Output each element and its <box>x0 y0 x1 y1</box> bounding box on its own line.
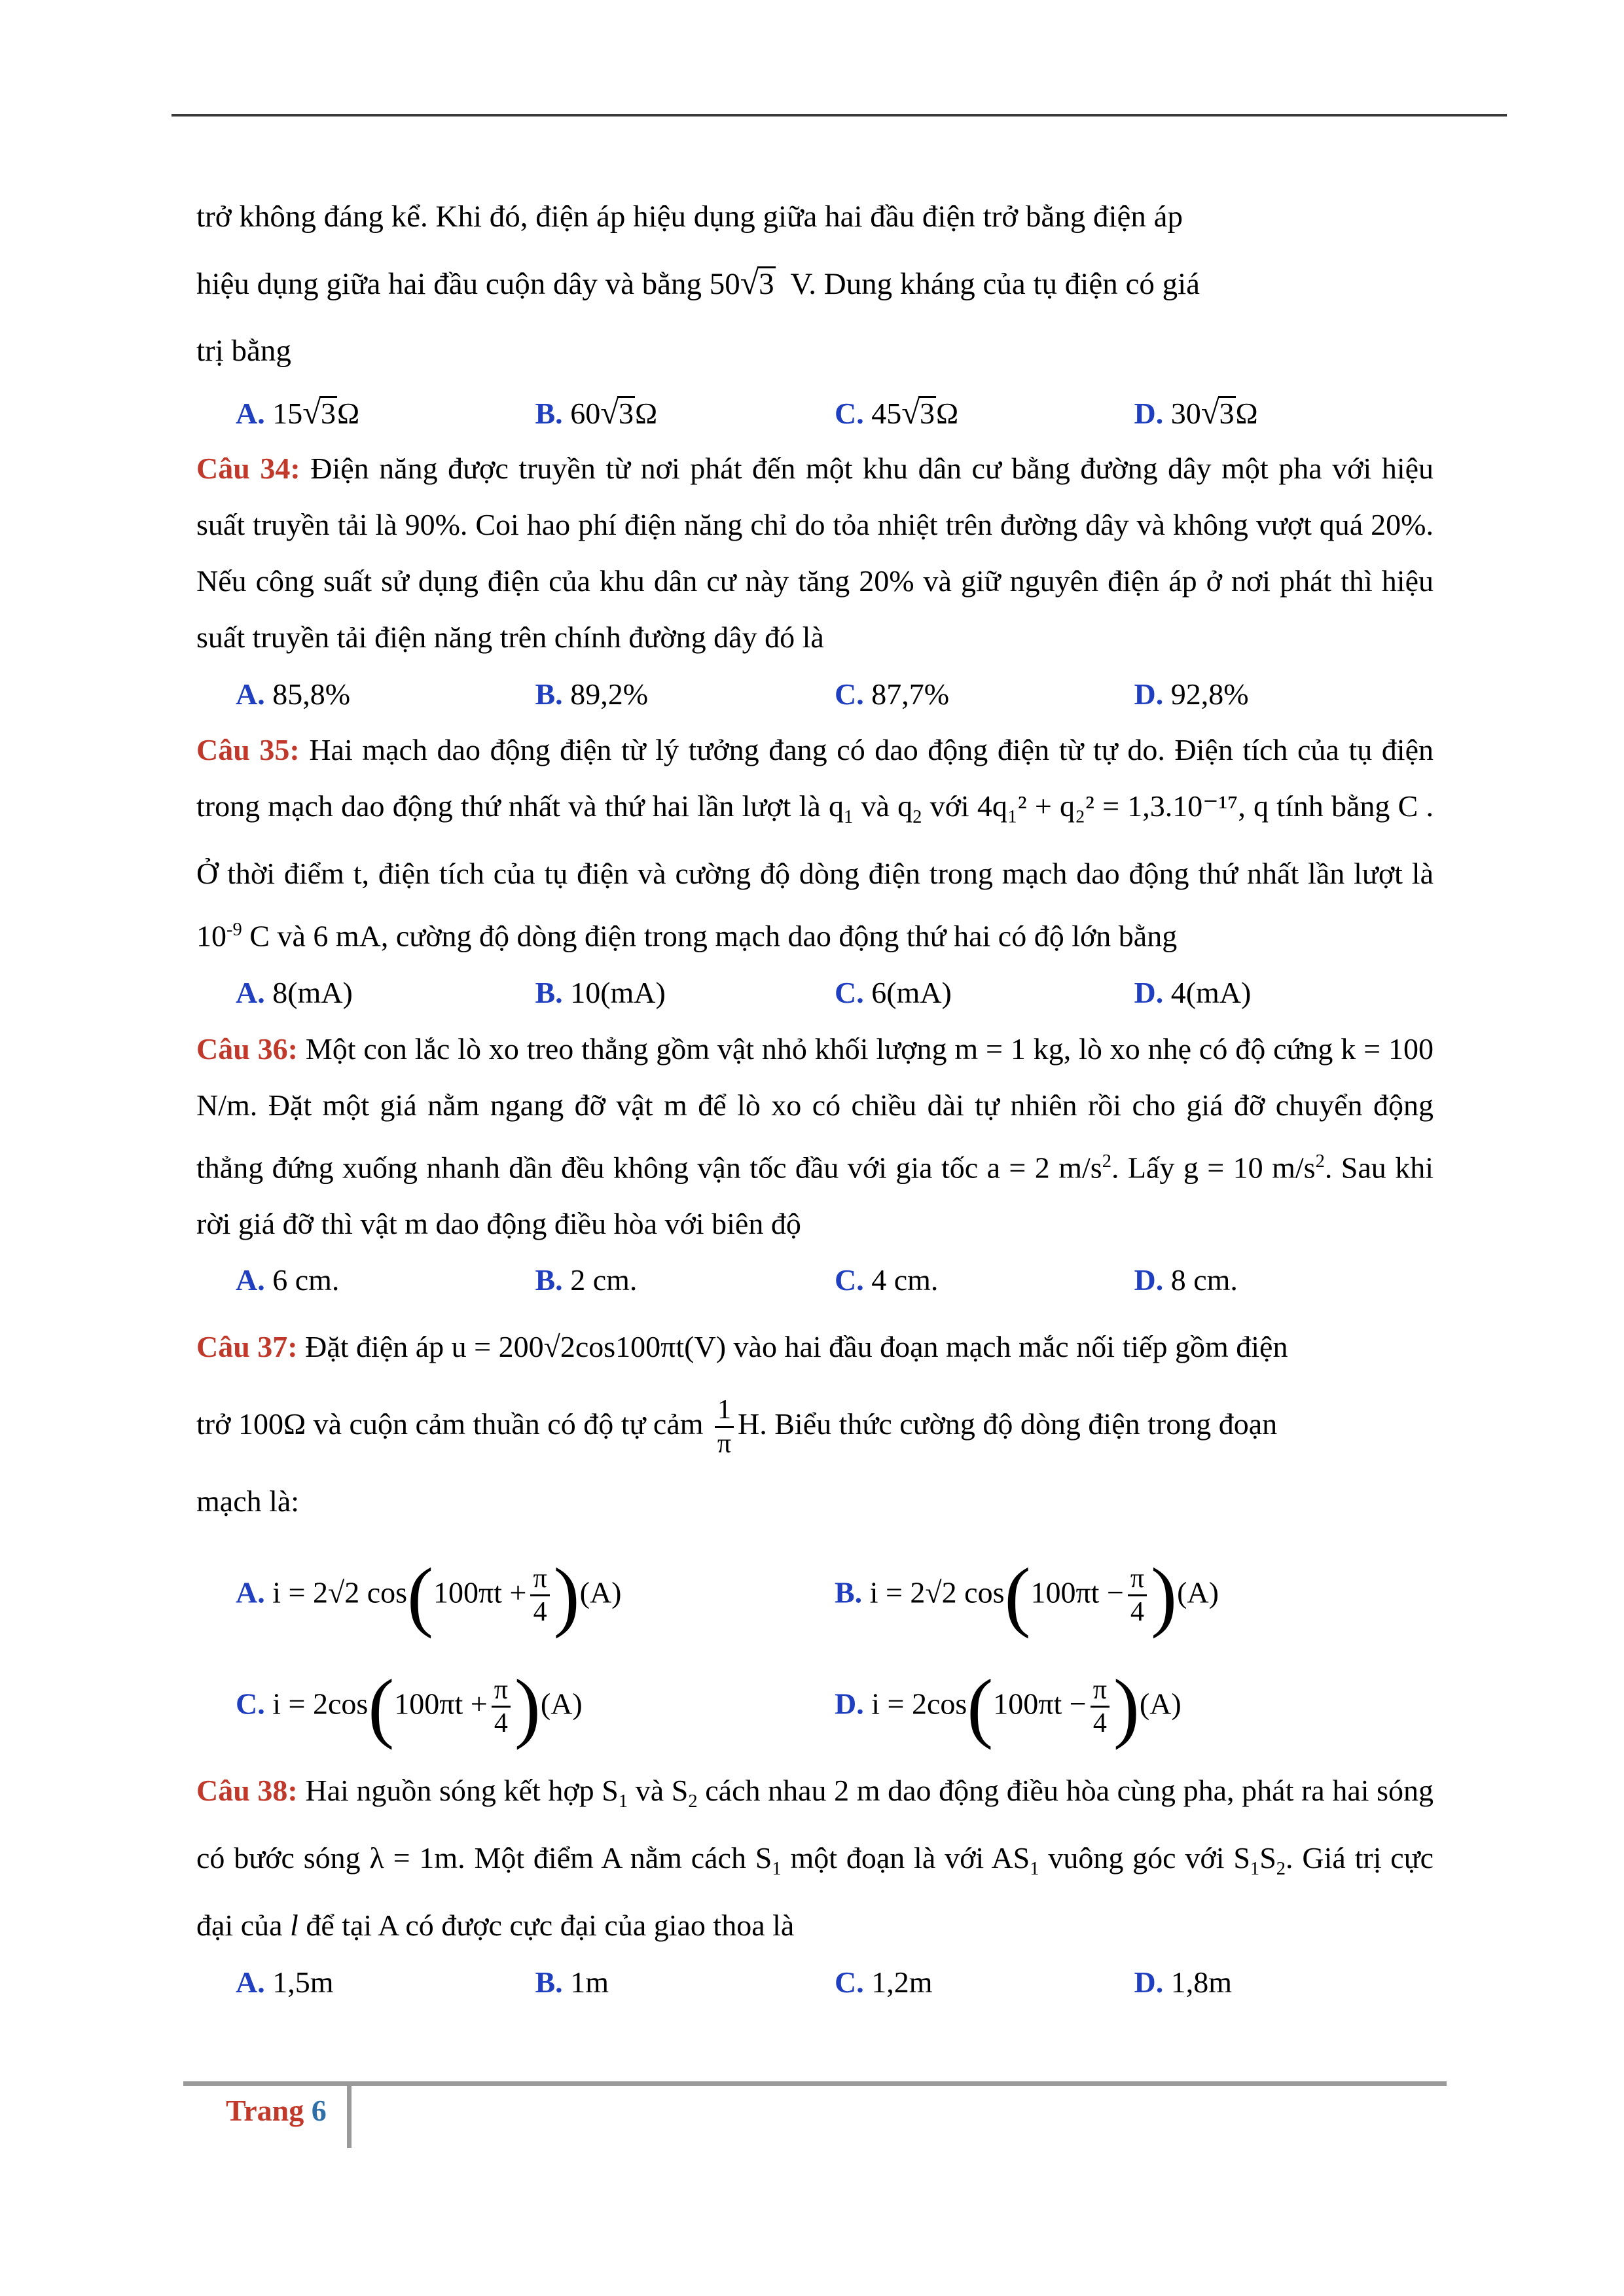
option-b[interactable]: B. 89,2% <box>535 677 649 711</box>
inductance-fraction: $\frac{1}{\pi}$ <box>715 1394 734 1460</box>
q35-options <box>236 965 1434 1021</box>
option-c[interactable]: C. 4 cm. <box>835 1263 939 1297</box>
question-label: Câu 36: <box>196 1031 298 1066</box>
page-footer <box>226 2093 327 2128</box>
question-38: Câu 38: Hai nguồn sóng kết hợp $S_1$ và $S_2$ cách nhau 2 m dao động điều hòa cùng pha, phát ra hai sóng có bước sóng λ = 1m. Một điểm A nằm cách $S_1$ một đoạn là với $AS_1$ vuông góc với $S_1S_2$. Giá trị cực đại của l để tại A có được cực đại của giao thoa là <box>196 1773 1434 1943</box>
q36-options <box>236 1252 1434 1308</box>
intro-paragraph: trở không đáng kể. Khi đó, điện áp hiệu dụng giữa hai đầu điện trở bằng điện áp hiệu dụng giữa hai đầu cuộn dây và bằng 50√3 V. Dung kháng của tụ điện có giá trị bằng <box>196 200 1200 368</box>
option-a[interactable]: A. 6 cm. <box>236 1263 340 1297</box>
option-a[interactable]: A. 15√3Ω <box>236 394 360 431</box>
option-b[interactable]: B. 1m <box>535 1965 609 1999</box>
q33-options <box>236 384 1434 440</box>
option-d[interactable]: D. 1,8m <box>1134 1965 1233 1999</box>
question-36: Câu 36: Một con lắc lò xo treo thẳng gồm vật nhỏ khối lượng m = 1 kg, lò xo nhẹ có độ cứng k = 100 N/m. Đặt một giá nằm ngang đỡ vật m để lò xo có chiều dài tự nhiên rồi cho giá đỡ chuyển động thẳng đứng xuống nhanh dần đều không vận tốc đầu với gia tốc a = 2 $m/s^2$. Lấy g = 10 $m/s^2$. Sau khi rời giá đỡ thì vật m dao động điều hòa với biên độ <box>196 1031 1434 1240</box>
option-d[interactable]: D. 8 cm. <box>1134 1263 1238 1297</box>
question-label: Câu 37: <box>196 1329 298 1363</box>
voltage-value: 50√3 <box>709 264 774 302</box>
option-a[interactable]: A. 8(mA) <box>236 976 353 1010</box>
q38-options <box>236 1954 1434 2010</box>
voltage-formula: u = 200√2cos100πt(V) <box>451 1329 727 1363</box>
footer-divider <box>347 2086 352 2148</box>
option-a[interactable]: A. 85,8% <box>236 677 351 711</box>
option-c[interactable]: C. 1,2m <box>835 1965 933 1999</box>
option-b[interactable]: B. 2 cm. <box>535 1263 638 1297</box>
question-label: Câu 35: <box>196 733 300 766</box>
question-37: Câu 37: Đặt điện áp u = 200√2cos100πt(V) vào hai đầu đoạn mạch mắc nối tiếp gồm điện trở 100Ω và cuộn cảm thuần có độ tự cảm $\frac{1}{\pi}$ H. Biểu thức cường độ dòng điện trong đoạn mạch là: <box>196 1329 1288 1518</box>
page-label: Trang <box>226 2094 304 2127</box>
question-34: Câu 34: Điện năng được truyền từ nơi phát đến một khu dân cư bằng đường dây một pha với hiệu suất truyền tải là 90%. Coi hao phí điện năng chỉ do tỏa nhiệt trên đường dây và không vượt quá 20%. Nếu công suất sử dụng điện của khu dân cư này tăng 20% và giữ nguyên điện áp ở nơi phát thì hiệu suất truyền tải điện năng trên chính đường dây đó là <box>196 452 1434 654</box>
question-35: Câu 35: Hai mạch dao động điện từ lý tưởng đang có dao động điện từ tự do. Điện tích của tụ điện trong mạch dao động thứ nhất và thứ hai lần lượt là $q_1$ và $q_2$ với 4q₁² + q₂² = 1,3.10⁻¹⁷, q tính bằng C . Ở thời điểm t, điện tích của tụ điện và cường độ dòng điện trong mạch dao động thứ nhất lần lượt là $10^{-9}$ C và 6 mA, cường độ dòng điện trong mạch dao động thứ hai có độ lớn bằng <box>196 733 1434 953</box>
option-a[interactable]: A. i = 2√2 cos(100πt + $\frac{\pi}{4}$ )(A) <box>236 1551 622 1639</box>
option-b[interactable]: B. 60√3Ω <box>535 394 658 431</box>
option-c[interactable]: C. i = 2cos(100πt + $\frac{\pi}{4}$ )(A) <box>236 1662 583 1750</box>
option-a[interactable]: A. 1,5m <box>236 1965 334 1999</box>
option-d[interactable]: D. 4(mA) <box>1134 976 1252 1010</box>
header-rule <box>171 114 1507 117</box>
footer-rule <box>183 2081 1447 2086</box>
page-number: 6 <box>311 2094 327 2127</box>
charge-formula: 4q₁² + q₂² = 1,3.10⁻¹⁷ <box>977 789 1238 823</box>
option-b[interactable]: B. i = 2√2 cos(100πt − $\frac{\pi}{4}$ )(A) <box>835 1551 1219 1639</box>
option-d[interactable]: D. 92,8% <box>1134 677 1249 711</box>
q34-options <box>236 666 1434 722</box>
option-c[interactable]: C. 6(mA) <box>835 976 952 1010</box>
option-d[interactable]: D. 30√3Ω <box>1134 394 1258 431</box>
option-d[interactable]: D. i = 2cos(100πt − $\frac{\pi}{4}$ )(A) <box>835 1662 1182 1750</box>
question-label: Câu 34: <box>196 452 300 485</box>
option-b[interactable]: B. 10(mA) <box>535 976 666 1010</box>
question-label: Câu 38: <box>196 1773 298 1807</box>
q37-options-row2 <box>236 1651 1434 1763</box>
q37-options-row1 <box>236 1540 1434 1651</box>
option-c[interactable]: C. 45√3Ω <box>835 394 959 431</box>
option-c[interactable]: C. 87,7% <box>835 677 950 711</box>
page-content <box>196 183 1434 2010</box>
